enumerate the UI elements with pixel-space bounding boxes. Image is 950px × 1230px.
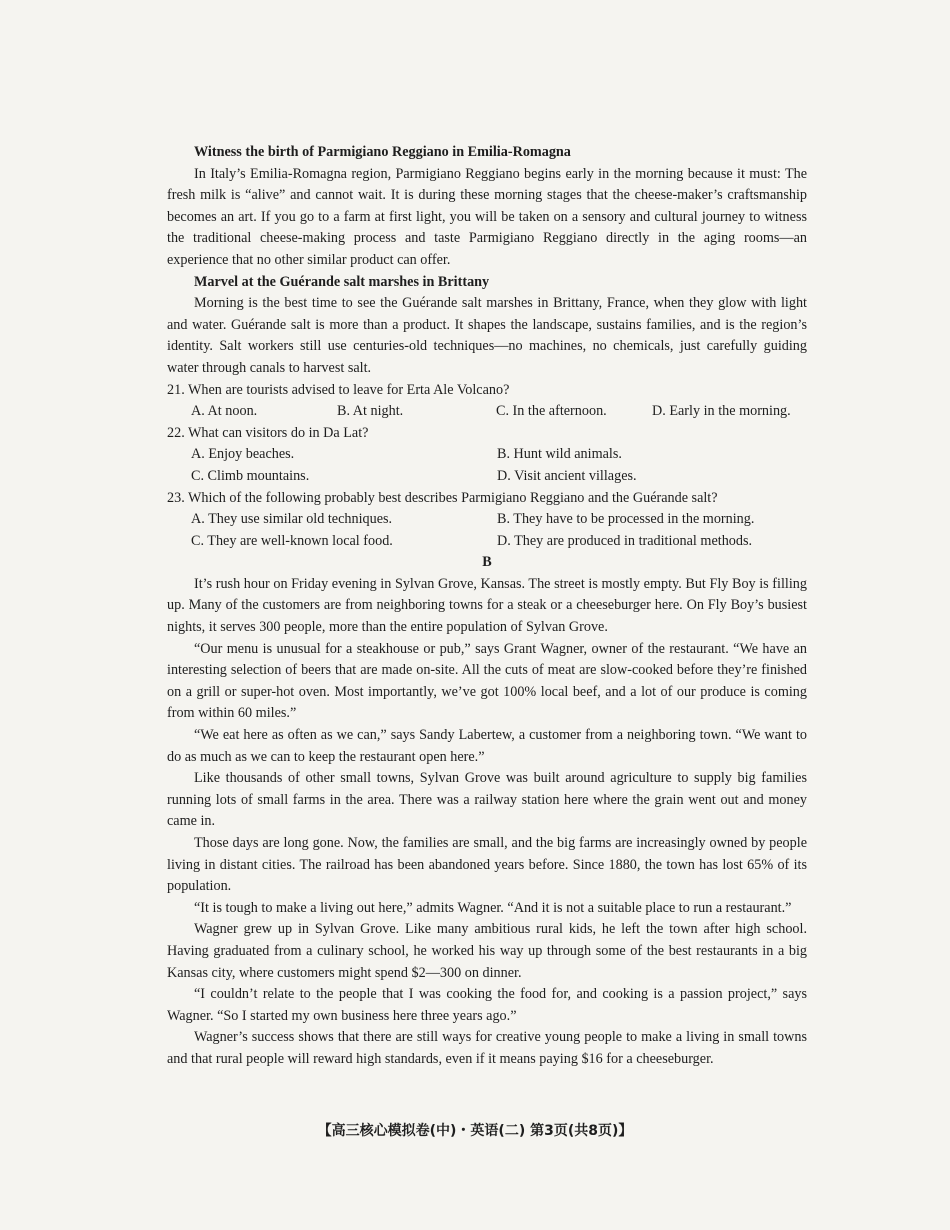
option-d: D. Visit ancient villages. bbox=[497, 467, 637, 484]
question-stem: 23. Which of the following probably best describes Parmigiano Reggiano and the Guérande salt? bbox=[167, 489, 718, 506]
question-23 bbox=[167, 488, 807, 553]
option-c: C. They are well-known local food. bbox=[191, 532, 393, 549]
option-a: A. At noon. bbox=[191, 403, 258, 420]
paragraph: It’s rush hour on Friday evening in Sylvan Grove, Kansas. The street is mostly empty. But Fly Boy is filling up. Many of the customers are from neighboring towns for a steak or a cheeseburger here. On Fly Boy’s busiest nights, it serves 300 people, more than the entire population of Sylvan Grove. bbox=[167, 575, 807, 636]
paragraph: Wagner grew up in Sylvan Grove. Like many ambitious rural kids, he left the town after high school. Having graduated from a culinary school, he worked his way up through some of the best restaurants in a big Kansas city, where customers might spend $2—300 on dinner. bbox=[167, 921, 807, 981]
page-content bbox=[167, 142, 807, 1071]
options-row bbox=[167, 531, 807, 553]
question-21 bbox=[167, 380, 807, 423]
option-a: A. They use similar old techniques. bbox=[191, 511, 393, 528]
options-row bbox=[167, 444, 807, 466]
options-row bbox=[167, 509, 807, 531]
option-a: A. Enjoy beaches. bbox=[191, 446, 295, 463]
paragraph: “It is tough to make a living out here,” admits Wagner. “And it is not a suitable place to run a restaurant.” bbox=[194, 899, 792, 916]
options-row bbox=[167, 466, 807, 488]
option-d: D. They are produced in traditional methods. bbox=[497, 532, 753, 549]
option-b: B. Hunt wild animals. bbox=[497, 446, 622, 463]
paragraph: “Our menu is unusual for a steakhouse or pub,” says Grant Wagner, owner of the restaurant. “We have an interesting selection of beers that are made on-site. All the cuts of meat are slow-cooked before they’re finished on a grill or super-hot oven. Most importantly, we’ve got 100% local beef, and a lot of our produce is coming from within 60 miles.” bbox=[167, 640, 807, 722]
paragraph-parmigiano: In Italy’s Emilia-Romagna region, Parmigiano Reggiano begins early in the morning because it must: The fresh milk is “alive” and cannot wait. It is during these morning stages that the cheese-maker’s craftsmanship becomes an art. If you go to a farm at first light, you will be taken on a sensory and cultural journey to witness the traditional cheese-making process and taste Parmigiano Reggiano directly in the aging rooms—an experience that no other similar product can offer. bbox=[167, 165, 807, 268]
paragraph: “We eat here as often as we can,” says Sandy Labertew, a customer from a neighboring town. “We want to do as much as we can to keep the restaurant open here.” bbox=[167, 727, 807, 765]
option-b: B. They have to be processed in the morning. bbox=[497, 511, 755, 528]
option-c: C. Climb mountains. bbox=[191, 467, 310, 484]
paragraph: “I couldn’t relate to the people that I was cooking the food for, and cooking is a passion project,” says Wagner. “So I started my own business here three years ago.” bbox=[167, 986, 807, 1024]
paragraph: Those days are long gone. Now, the families are small, and the big farms are increasingly owned by people living in distant cities. The railroad has been abandoned years before. Since 1880, the town has lost 65% of its population. bbox=[167, 835, 807, 895]
question-stem: 22. What can visitors do in Da Lat? bbox=[167, 424, 369, 441]
page-footer: 【高三核心模拟卷(中)・英语(二) 第3页(共8页)】 bbox=[317, 1123, 633, 1139]
heading-guerande: Marvel at the Guérande salt marshes in Brittany bbox=[194, 273, 490, 290]
options-row bbox=[167, 401, 807, 423]
option-d: D. Early in the morning. bbox=[652, 403, 791, 420]
heading-parmigiano: Witness the birth of Parmigiano Reggiano in Emilia-Romagna bbox=[194, 144, 571, 160]
question-stem: 21. When are tourists advised to leave for Erta Ale Volcano? bbox=[167, 381, 510, 398]
paragraph-guerande: Morning is the best time to see the Guérande salt marshes in Brittany, France, when they glow with light and water. Guérande salt is more than a product. It shapes the landscape, sustains families, and is the region’s identity. Salt workers still use centuries-old techniques—no machines, no chemicals, just carefully guiding water through canals to harvest salt. bbox=[167, 295, 807, 376]
paragraph: Like thousands of other small towns, Sylvan Grove was built around agriculture to supply big families running lots of small farms in the area. There was a railway station here where the grain went out and money came in. bbox=[167, 770, 807, 830]
question-22 bbox=[167, 423, 807, 488]
paragraph: Wagner’s success shows that there are still ways for creative young people to make a living in small towns and that rural people will reward high standards, even if it means paying $16 for a cheeseburger. bbox=[167, 1029, 807, 1067]
option-b: B. At night. bbox=[337, 403, 404, 420]
option-c: C. In the afternoon. bbox=[496, 403, 607, 420]
section-b-label: B bbox=[482, 554, 492, 571]
